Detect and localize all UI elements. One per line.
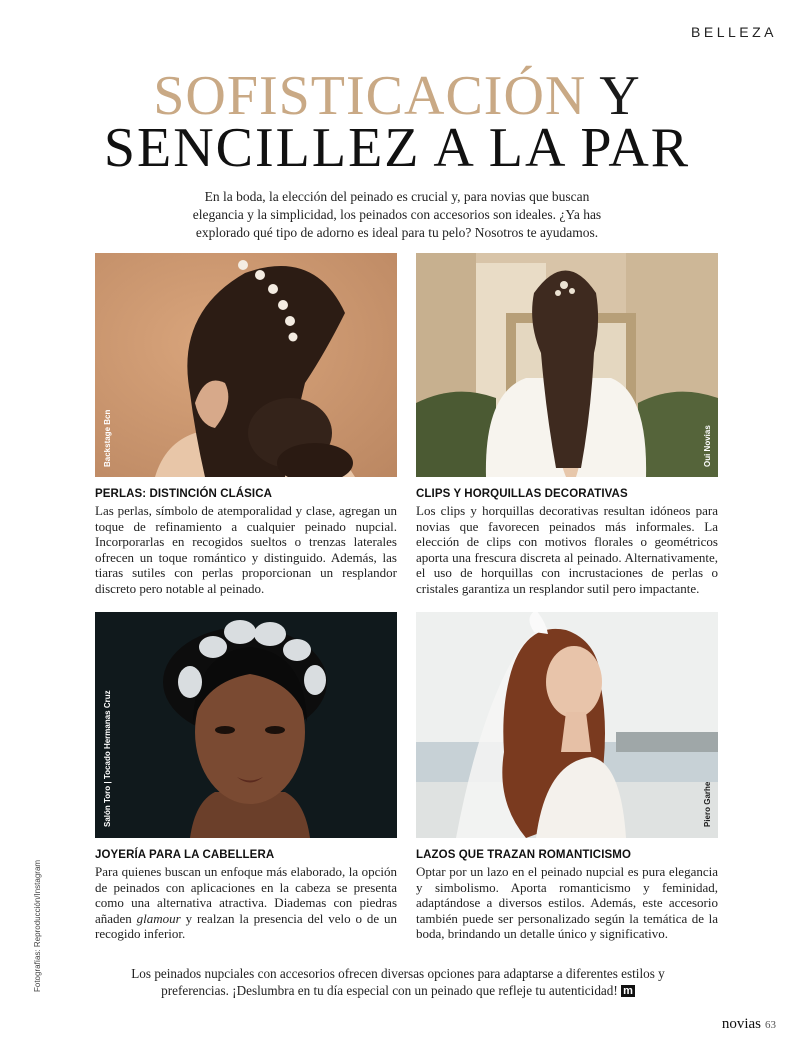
section-body: Los clips y horquillas decorativas resultan idóneos para novias que favorecen peinados más informales. La elección de clips con motivos florales o geométricos aporta una frescura discreta al peinado. Alternativamente, el uso de horquillas con incrustaciones de perlas o cristales garantiza un resplandor sutil pero impactante. xyxy=(416,503,718,596)
intro-paragraph: En la boda, la elección del peinado es crucial y, para novias que buscan elegancia y la simplicidad, los peinados con accesorios son ideales. ¿Ya has explorado qué tipo de adorno es ideal para tu pelo? Nosotros te ayudamos. xyxy=(192,189,602,240)
photo-credit: Oui Novias xyxy=(703,425,712,467)
title-rest-word: Y xyxy=(586,65,641,127)
photo-source-credit: Fotografías: Reproducción/Instagram xyxy=(33,859,42,992)
magazine-logo-icon: m xyxy=(623,985,633,997)
section-label: BELLEZA xyxy=(691,24,777,40)
page-title-line-1 xyxy=(0,65,794,127)
photo-clips xyxy=(416,253,718,477)
photo-pearls xyxy=(95,253,397,477)
closing-paragraph: Los peinados nupciales con accesorios ofrecen diversas opciones para adaptarse a diferentes estilos y preferencias. ¡Deslumbra en tu día especial con un peinado que refleje tu autenticidad! m xyxy=(131,966,665,998)
photo-credit: Salón Toro | Tocado Hermanas Cruz xyxy=(103,690,112,827)
photo-credit: Piero Garhe xyxy=(703,781,712,827)
section-body: Para quienes buscan un enfoque más elaborado, la opción de peinados con aplicaciones en la cabeza se presenta como una alternativa atractiva. Diademas con piedras añaden glamour y realzan la presencia del velo o de un recogido inferior. xyxy=(95,864,397,942)
section-body: Las perlas, símbolo de atemporalidad y clase, agregan un toque de refinamiento a cualquier peinado nupcial. Incorporarlas en recogidos sueltos o trenzas laterales ofrecen un toque romántico y distinguido. Además, las tiaras sutiles con perlas proporcionan un resplandor discreto pero notable al peinado. xyxy=(95,503,397,596)
section-body: Optar por un lazo en el peinado nupcial es pura elegancia y simbolismo. Aporta romanticismo y feminidad, adaptándose a diversos estilos. Además, este accesorio también puede ser personalizado según la temática de la boda, brindando un detalle único y significativo. xyxy=(416,864,718,942)
photo-credit: Backstage Bcn xyxy=(103,409,112,467)
title-gold-word: SOFISTICACIÓN xyxy=(153,65,587,127)
section-heading: LAZOS QUE TRAZAN ROMANTICISMO xyxy=(416,849,631,861)
section-heading: CLIPS Y HORQUILLAS DECORATIVAS xyxy=(416,488,628,500)
section-heading: PERLAS: DISTINCIÓN CLÁSICA xyxy=(95,488,273,500)
photo-headpiece xyxy=(95,612,397,838)
magazine-brand: novias xyxy=(721,1016,761,1032)
emphasis-word: glamour xyxy=(136,910,181,926)
section-heading: JOYERÍA PARA LA CABELLERA xyxy=(95,849,275,861)
page-footer xyxy=(722,1016,776,1033)
photo-bow xyxy=(416,612,718,838)
page-number: 63 xyxy=(765,1019,776,1031)
page-title-line-2: SENCILLEZ A LA PAR xyxy=(103,117,691,179)
